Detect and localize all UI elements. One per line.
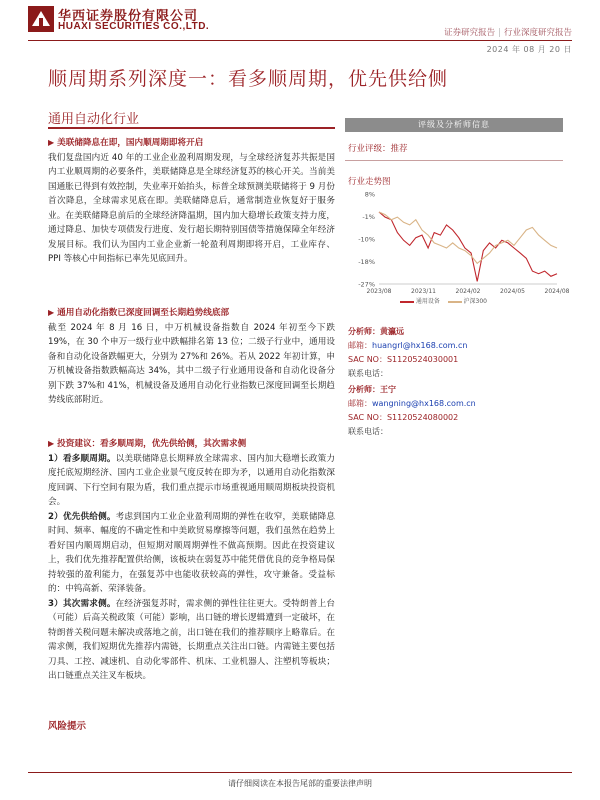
section-2	[48, 306, 335, 408]
section-1-heading	[48, 136, 335, 151]
analyst-1-email-link[interactable]: huangrl@hx168.com.cn	[372, 341, 468, 350]
legend-swatch-industry	[400, 301, 414, 303]
legend-swatch-hs300	[448, 301, 462, 303]
y-tick-label: -1%	[362, 213, 375, 221]
analyst-2-email-row	[348, 397, 563, 411]
para-1-text: 以美联储降息长期释放全球需求、国内加大稳增长政策力度托底短期经济、国内工业企业景气度反转在即为矛，以通用自动化指数深度回调、下行空间有限为盾，我们重点提示市场重视通用顺周期板块投资机会。	[48, 453, 335, 507]
analyst-2-name-row	[348, 383, 563, 397]
analyst-1-email-row	[348, 339, 563, 353]
report-date: 2024 年 08 月 20 日	[486, 45, 572, 54]
section-2-body: 截至 2024 年 8 月 16 日，中万机械设备指数自 2024 年初至今下跌 19%，在 30 个申万一级行业中跌幅排名第 13 位；二级子行业中，通用设备和自动化设备跌幅更大，分别为 27%和 26%。若从 2022 年初计算，申万机械设备指数跌幅高达 34%，其中二级子行业通用设备和自动化设备分别下跌 37%和 41%，机械设备及通用自动化行业指数已深度回调至长期趋势线底部附近。	[48, 322, 335, 405]
section-1	[48, 136, 335, 267]
analyst-1-sac: S1120524030001	[386, 355, 459, 364]
section-3-heading-text: 投资建议：看多顺周期，优先供给侧，其次需求侧	[57, 439, 247, 449]
email-label: 邮箱：	[348, 399, 372, 408]
brand-name-en: HUAXI SECURITIES CO.,LTD.	[58, 21, 210, 32]
triangle-bullet-icon: ▶	[48, 138, 55, 147]
analyst-1-sac-row	[348, 353, 563, 367]
report-title: 顺周期系列深度一：看多顺周期，优先供给侧	[48, 68, 449, 90]
analyst-2-email-link[interactable]: wangning@hx168.com.cn	[372, 399, 476, 408]
crumb-research-report: 证券研究报告	[444, 28, 496, 38]
analyst-2	[348, 383, 563, 439]
x-tick-label: 2024/08	[544, 288, 570, 295]
footer-divider	[28, 772, 572, 773]
footer-disclaimer: 请仔细阅读在本报告尾部的重要法律声明	[228, 779, 372, 788]
analyst-role-label: 分析师：	[348, 327, 380, 336]
chart-legend	[400, 296, 487, 305]
series-line-industry	[379, 212, 557, 281]
para-3-lead: 3）其次需求侧。	[48, 598, 116, 609]
rating-label: 行业评级：	[348, 144, 391, 154]
rating-value: 推荐	[390, 144, 408, 154]
rating-divider	[345, 160, 563, 161]
analyst-2-sac: S1120524080002	[386, 413, 459, 422]
phone-label: 联系电话：	[348, 369, 388, 378]
x-tick-label: 2023/08	[366, 288, 392, 295]
y-tick-label: 8%	[364, 190, 375, 199]
x-tick-label: 2024/05	[500, 288, 525, 295]
para-2-lead: 2）优先供给侧。	[48, 511, 116, 522]
trend-chart-title: 行业走势图	[348, 177, 391, 187]
legend-label-hs300: 沪深300	[463, 298, 487, 305]
brand-name-cn: 华西证券股份有限公司	[58, 9, 199, 24]
para-2-text: 考虑到国内工业企业盈利周期的弹性在收窄，美联储降息时间、频率、幅度的不确定性和中美欧贸易摩擦等问题，我们虽然在趋势上看好国内顺周期启动，但短期对顺周期弹性不做高预期。因此在投资建议上，我们优先推荐配置供给侧，该板块在弱复苏中能凭借优良的竞争格局保持较强的盈利能力，在强复苏中也能收获较高的弹性，攻守兼备。受益标的：中钨高新、荣泽装备。	[48, 511, 335, 594]
crumb-separator: |	[498, 28, 501, 38]
para-3-text: 在经济强复苏时，需求侧的弹性往往更大。受特朗普上台（可能）后高关税政策（可能）影响，出口链的增长逻辑遭到一定破坏，在特朗普关税问题未解决或落地之前，出口链在我们的推荐顺序上略靠后。在需求侧，我们短期优先推荐内需链，长期重点关注出口链。内需链主要包括刀具、工控、减速机、自动化零部件、机床、工业机器人、注塑机等板块；出口链重点关注叉车板块。	[48, 598, 335, 681]
section-2-heading-text: 通用自动化指数已深度回调至长期趋势线底部	[57, 308, 230, 318]
analyst-role-label: 分析师：	[348, 385, 380, 394]
phone-label: 联系电话：	[348, 427, 388, 436]
analyst-2-phone-row	[348, 425, 563, 439]
section-3-para-3	[48, 597, 335, 684]
crumb-industry-report: 行业深度研究报告	[503, 28, 572, 38]
analyst-1-name: 黄瀛远	[380, 327, 404, 336]
huaxi-logo-icon	[28, 6, 54, 32]
analyst-1-phone-row	[348, 367, 563, 381]
industry-name: 通用自动化行业	[48, 112, 140, 127]
section-1-body: 我们复盘国内近 40 年的工业企业盈利周期发现，与全球经济复苏共振是国内工业顺周期的必要条件，美联储降息是全球经济复苏的核心开关。当前美国通胀已得到有效控制，失业率开始抬头，标普全球预测美联储将于 9 月份首次降息，全球需求见底在即。美联储降息后，通常制造业恢复好于服务业。在美联储降息前后的全球经济降温期，国内加大稳增长政策支持力度，通过降息、加快专项债发行进度、发行超长期特别国债等措施保障全年经济发展目标。我们认为国内工业企业新一轮盈利周期即将开启，工业库存、PPI 等核心中间指标已率先见底回升。	[48, 152, 335, 264]
x-tick-label: 2023/11	[411, 288, 436, 295]
industry-trend-chart	[345, 188, 570, 313]
analyst-2-name: 王宁	[380, 385, 396, 394]
section-3	[48, 437, 335, 684]
x-tick-label: 2024/02	[455, 288, 481, 295]
analyst-2-sac-row	[348, 411, 563, 425]
analyst-1-name-row	[348, 325, 563, 339]
industry-underline	[48, 127, 335, 129]
series-line-hs300	[379, 212, 557, 263]
section-3-heading	[48, 437, 335, 452]
legend-label-industry: 通用设备	[415, 298, 440, 305]
y-tick-label: -27%	[358, 280, 375, 289]
sac-label: SAC NO：	[348, 413, 387, 422]
header-divider	[28, 40, 572, 41]
analyst-1	[348, 325, 563, 381]
section-3-para-2	[48, 510, 335, 597]
y-tick-label: -10%	[358, 235, 375, 244]
triangle-bullet-icon: ▶	[48, 308, 55, 317]
header-breadcrumb	[444, 26, 572, 38]
y-tick-label: -18%	[358, 258, 375, 266]
risk-notice-heading: 风险提示	[48, 721, 87, 732]
triangle-bullet-icon: ▶	[48, 439, 55, 448]
panel-header: 评级及分析师信息	[345, 118, 563, 132]
section-2-heading	[48, 306, 335, 321]
section-1-heading-text: 美联储降息在即，国内顺周期即将开启	[57, 138, 204, 148]
section-3-para-1	[48, 452, 335, 510]
industry-rating	[348, 142, 408, 154]
para-1-lead: 1）看多顺周期。	[48, 453, 116, 464]
sac-label: SAC NO：	[348, 355, 387, 364]
email-label: 邮箱：	[348, 341, 372, 350]
